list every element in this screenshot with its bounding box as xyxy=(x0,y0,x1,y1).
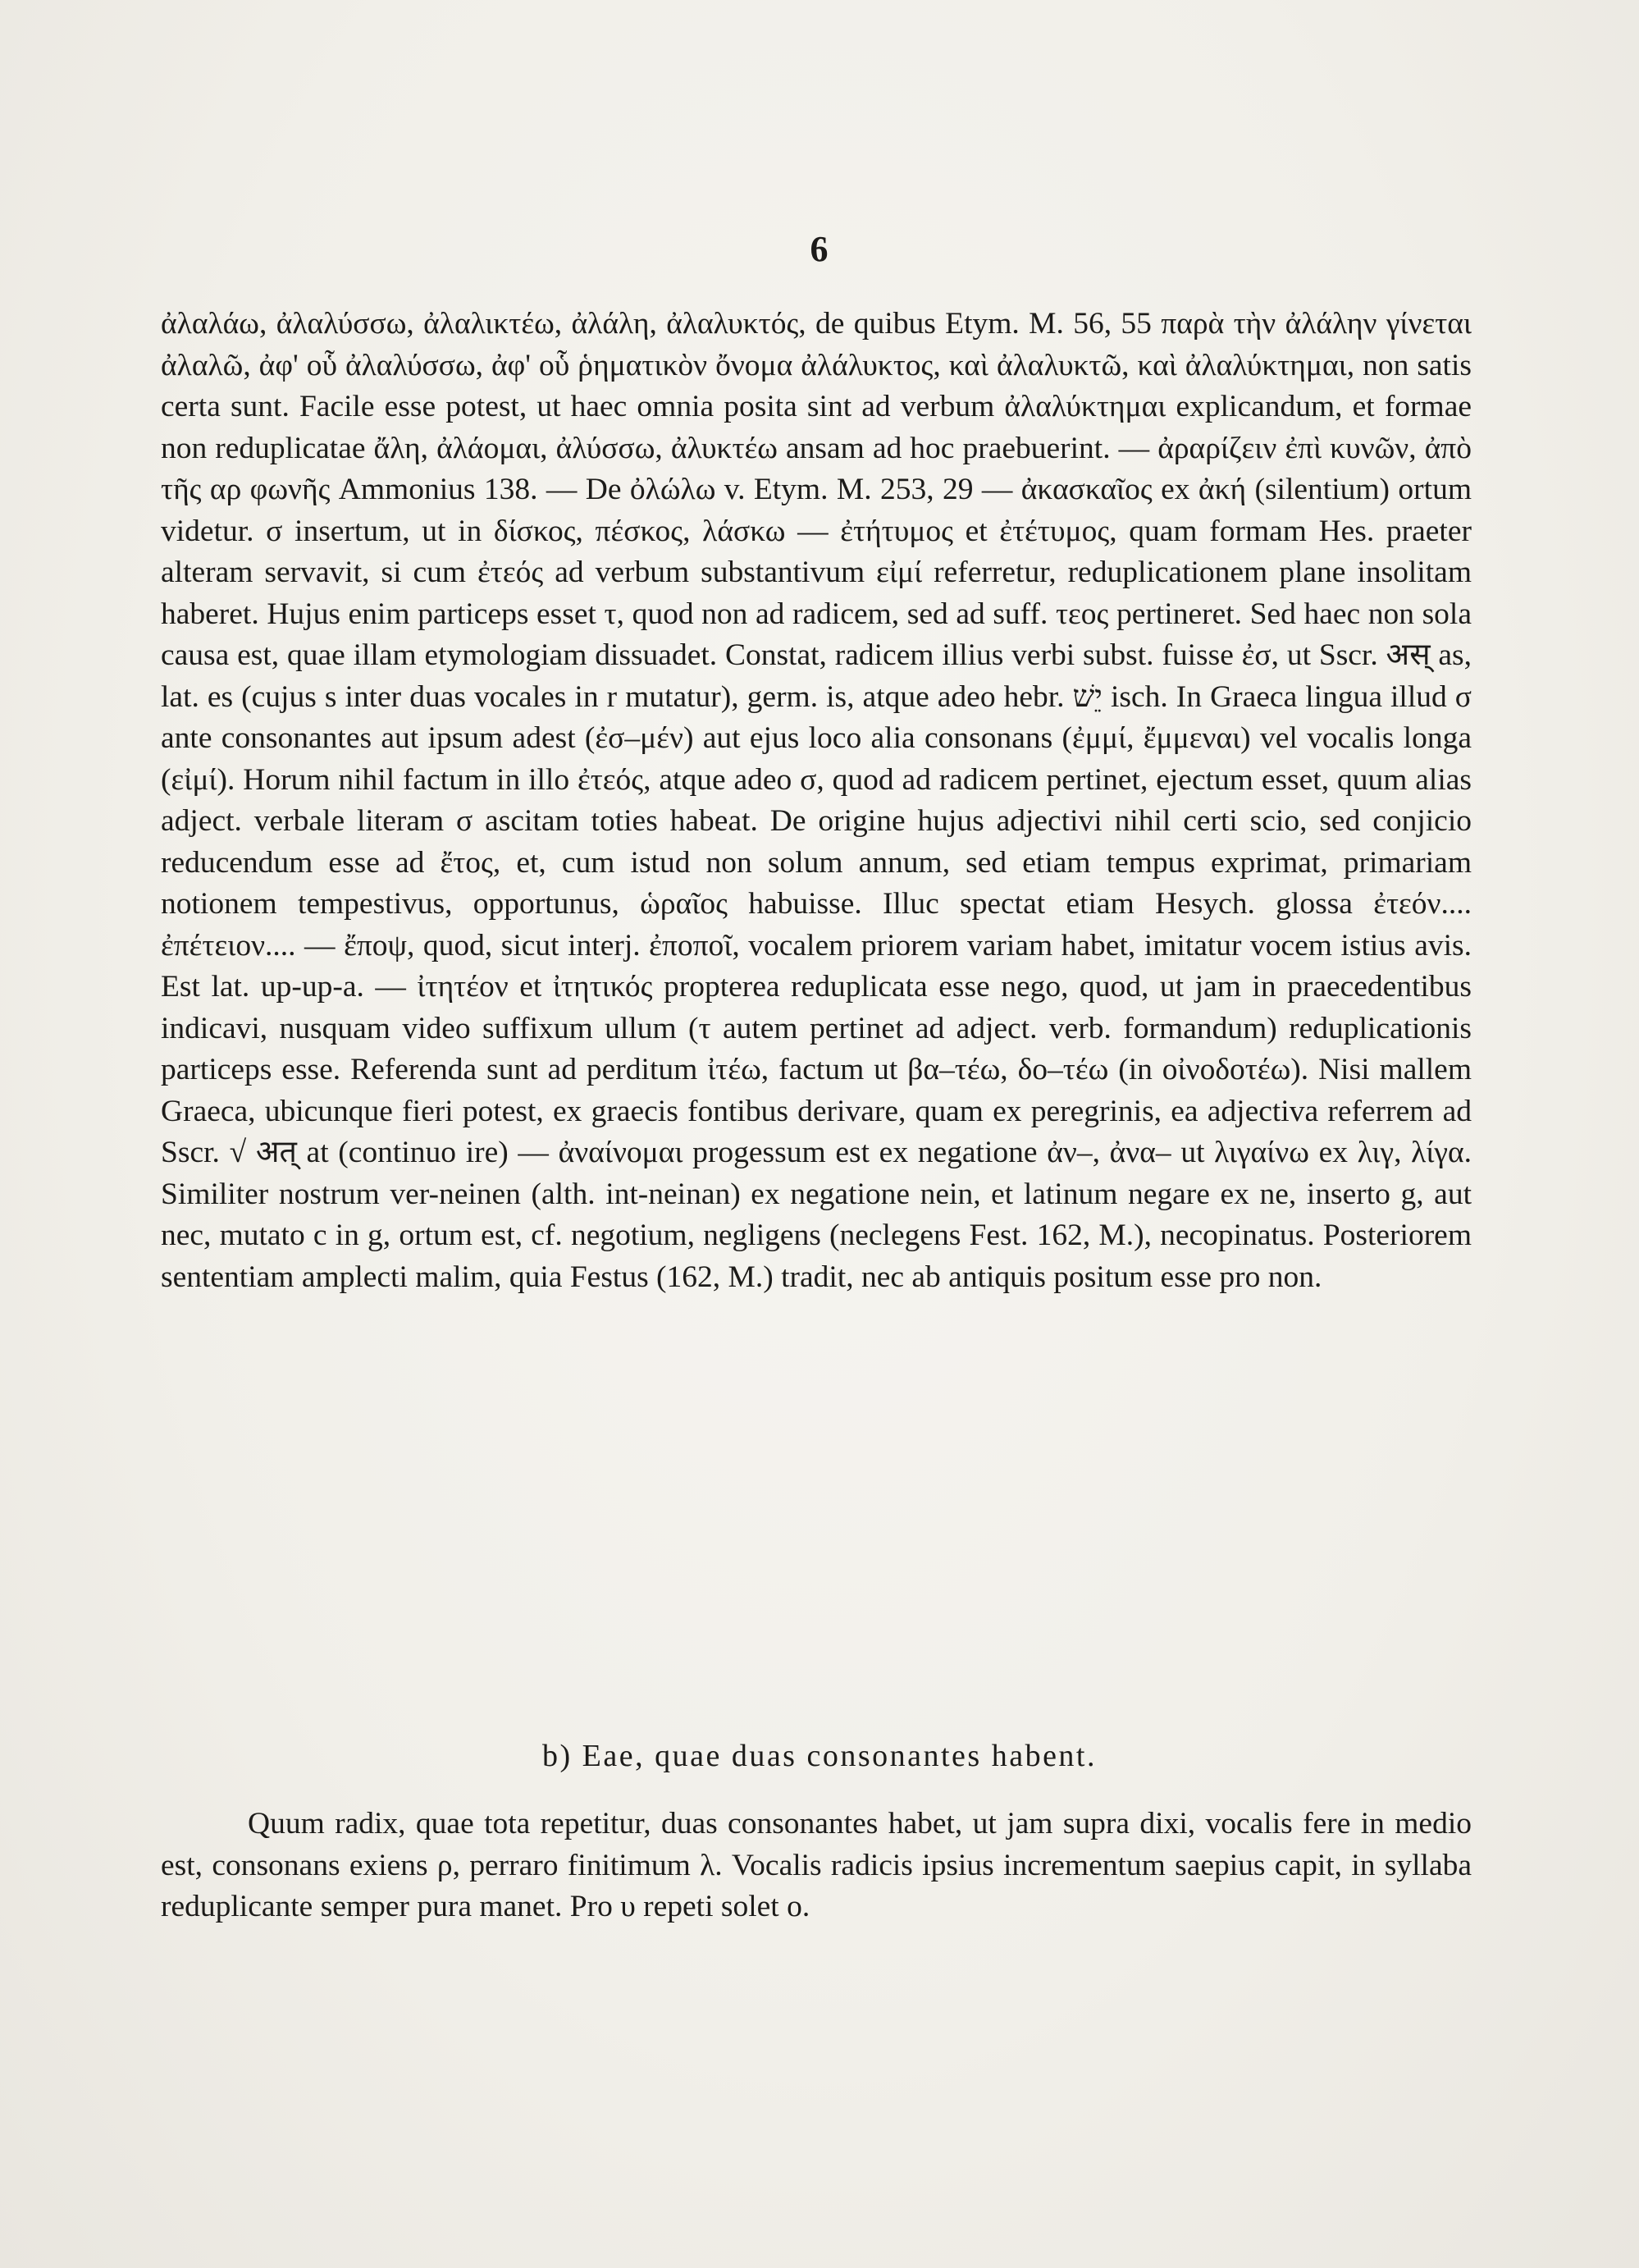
body-paragraph-1 xyxy=(161,304,1472,1298)
body-paragraph-2 xyxy=(161,1804,1472,1928)
section-heading: b) Eae, quae duas consonantes habent. xyxy=(541,1739,1097,1773)
paragraph-text-2: Quum radix, quae tota repetitur, duas consonantes habet, ut jam supra dixi, vocalis fere in medio est, consonans exiens ρ, perraro finitimum λ. Vocalis radicis ipsius incrementum saepius capit, in syllaba reduplicante semper pura manet. Pro υ repeti solet ο. xyxy=(161,1807,1472,1923)
paragraph-text-1: ἀλαλάω, ἀλαλύσσω, ἀλαλικτέω, ἀλάλη, ἀλαλυκτός, de quibus Etym. M. 56, 55 παρὰ τὴν ἀλάλην γίνεται ἀλαλῶ, ἀφ' οὗ ἀλαλύσσω, ἀφ' οὗ ῥηματικὸν ὄνομα ἀλάλυκτος, καὶ ἀλαλυκτῶ, καὶ ἀλαλύκτημαι, non satis certa sunt. Facile esse potest, ut haec omnia posita sint ad verbum ἀλαλύκτημαι explicandum, et formae non reduplicatae ἄλη, ἀλάομαι, ἀλύσσω, ἀλυκτέω ansam ad hoc praebuerint. — ἀραρίζειν ἐπὶ κυνῶν, ἀπὸ τῆς αρ φωνῆς Ammonius 138. — De ὀλώλω v. Etym. M. 253, 29 — ἀκασκαῖος ex ἀκή (silentium) ortum videtur. σ insertum, ut in δίσκος, πέσκος, λάσκω — ἐτήτυμος et ἐτέτυμος, quam formam Hes. praeter alteram servavit, si cum ἐτεός ad verbum substantivum εἰμί referretur, reduplicationem plane insolitam haberet. Hujus enim particeps esset τ, quod non ad radicem, sed ad suff. τεος pertineret. Sed haec non sola causa est, quae illam etymologiam dissuadet. Constat, radicem illius verbi subst. fuisse ἐσ, ut Sscr. अस् as, lat. es (cujus s inter duas vocales in r mutatur), germ. is, atque adeo hebr. יֵשׁ isch. In Graeca lingua illud σ ante consonantes aut ipsum adest (ἐσ–μέν) aut ejus loco alia consonans (ἐμμί, ἔμμεναι) vel vocalis longa (εἰμί). Horum nihil factum in illo ἐτεός, atque adeo σ, quod ad radicem pertinet, ejectum esset, quum alias adject. verbale literam σ ascitam toties habeat. De origine hujus adjectivi nihil certi scio, sed conjicio reducendum esse ad ἔτος, et, cum istud non solum annum, sed etiam tempus exprimat, primariam notionem tempestivus, opportunus, ὡραῖος habuisse. Illuc spectat etiam Hesych. glossa ἐτεόν.... ἐπέτειον.... — ἔποψ, quod, sicut interj. ἐποποῖ, vocalem priorem variam habet, imitatur vocem istius avis. Est lat. up-up-a. — ἰτητέον et ἰτητικός propterea reduplicata esse nego, quod, ut jam in praecedentibus indicavi, nusquam video suffixum ullum (τ autem pertinet ad adject. verb. formandum) reduplicationis particeps esse. Referenda sunt ad perditum ἰτέω, factum ut βα–τέω, δο–τέω (in οἰνοδοτέω). Nisi mallem Graeca, ubicunque fieri potest, ex graecis fontibus derivare, quam ex peregrinis, ea adjectiva referrem ad Sscr. √ अत् at (continuo ire) — ἀναίνομαι progessum est ex negatione ἀν–, ἀνα– ut λιγαίνω ex λιγ, λίγα. Similiter nostrum ver-neinen (alth. int-neinan) ex negatione nein, et latinum negare ex ne, inserto g, aut nec, mutato c in g, ortum est, cf. negotium, negligens (neclegens Fest. 162, M.), necopinatus. Posteriorem sententiam amplecti malim, quia Festus (162, M.) tradit, nec ab antiquis positum esse pro non. xyxy=(161,307,1472,1294)
page-number: 6 xyxy=(810,229,829,269)
